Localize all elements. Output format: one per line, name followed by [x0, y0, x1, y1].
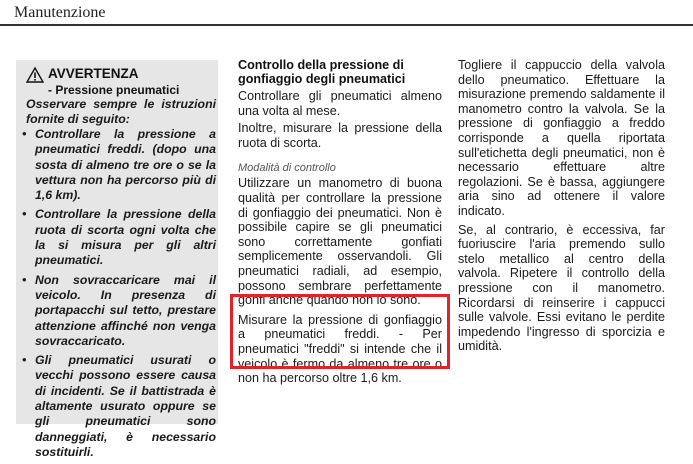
list-item: [22, 127, 216, 203]
warning-title: AVVERTENZA: [48, 66, 139, 81]
warning-item-text: Controllare la pressione della ruota di scorta ogni volta che la si misura per gli altri pneumatici.: [35, 207, 216, 268]
warning-subtitle: - Pressione pneumatici: [48, 83, 180, 97]
paragraph: Controllare gli pneumatici almeno una volta al mese.: [238, 89, 442, 118]
warning-intro: Osservare sempre le istruzioni fornite di seguito:: [26, 97, 216, 127]
bullet: •: [22, 207, 27, 222]
list-item: [22, 207, 216, 268]
paragraph: Utilizzare un manometro di buona qualità per controllare la pressione di gonfiaggio dei pneumatici. Non è possibile capire se gli pneumatici sono correttamente gonfiati semplicemente osservandoli. Gli pneumatici radiali, ad esempio, possono sembrare perfettamente gonfi anche quando non lo sono.: [238, 176, 442, 308]
paragraph: Inoltre, misurare la pressione della ruota di scorta.: [238, 121, 442, 150]
section-heading: Controllo della pressione di gonfiaggio degli pneumatici: [238, 58, 406, 86]
list-item: [22, 273, 216, 349]
warning-list: [22, 127, 216, 464]
warning-box: [16, 60, 218, 459]
bullet: •: [22, 272, 27, 287]
warning-item-text: Controllare la pressione a pneumatici freddi. (dopo una sosta di almeno tre ore o se la vettura non ha percorso più di 1,6 km).: [35, 127, 216, 203]
paragraph: Se, al contrario, è eccessiva, far fuoriuscire l'aria premendo sullo stelo metallico al centro della valvola. Ripetere il controllo della pressione con il manometro. Ricordarsi di reinserire i cappucci sulle valvole. Essi evitano le perdite impedendo l'ingresso di sporcizia e umidità.: [458, 222, 665, 354]
warning-item-text: Gli pneumatici usurati o vecchi possono essere causa di incidenti. Se il battistrada è altamente usurato oppure se gli pneumatici sono danneggiati, è necessario sostituirli.: [35, 353, 216, 459]
warning-item-text: Non sovraccaricare mai il veicolo. In presenza di portapacchi sul tetto, prestare attenzione affinché non venga sovraccaricato.: [35, 272, 216, 348]
subsection-heading: Modalità di controllo: [238, 162, 336, 175]
highlighted-paragraph: Misurare la pressione di gonfiaggio a pneumatici freddi. - Per pneumatici "freddi" si intende che il veicolo è fermo da almeno tre ore o non ha percorso oltre 1,6 km.: [238, 312, 442, 386]
page-header: [0, 0, 693, 26]
bullet: •: [22, 127, 27, 141]
highlight-box: [230, 294, 450, 369]
section-title: Manutenzione: [14, 4, 106, 21]
right-column: [458, 58, 665, 354]
bullet: •: [22, 353, 27, 368]
warning-triangle-icon: [26, 67, 44, 83]
header-divider: [0, 24, 693, 26]
paragraph: Togliere il cappuccio della valvola dello pneumatico. Effettuare la misurazione premendo saldamente il manometro contro la valvola. Se la pressione di gonfiaggio a freddo corrisponde a quella riportata sull'etichetta degli pneumatici, non è necessario effettuare altre regolazioni. Se è bassa, aggiungere aria sino ad ottenere il valore indicato.: [458, 58, 665, 218]
list-item: [22, 353, 216, 460]
